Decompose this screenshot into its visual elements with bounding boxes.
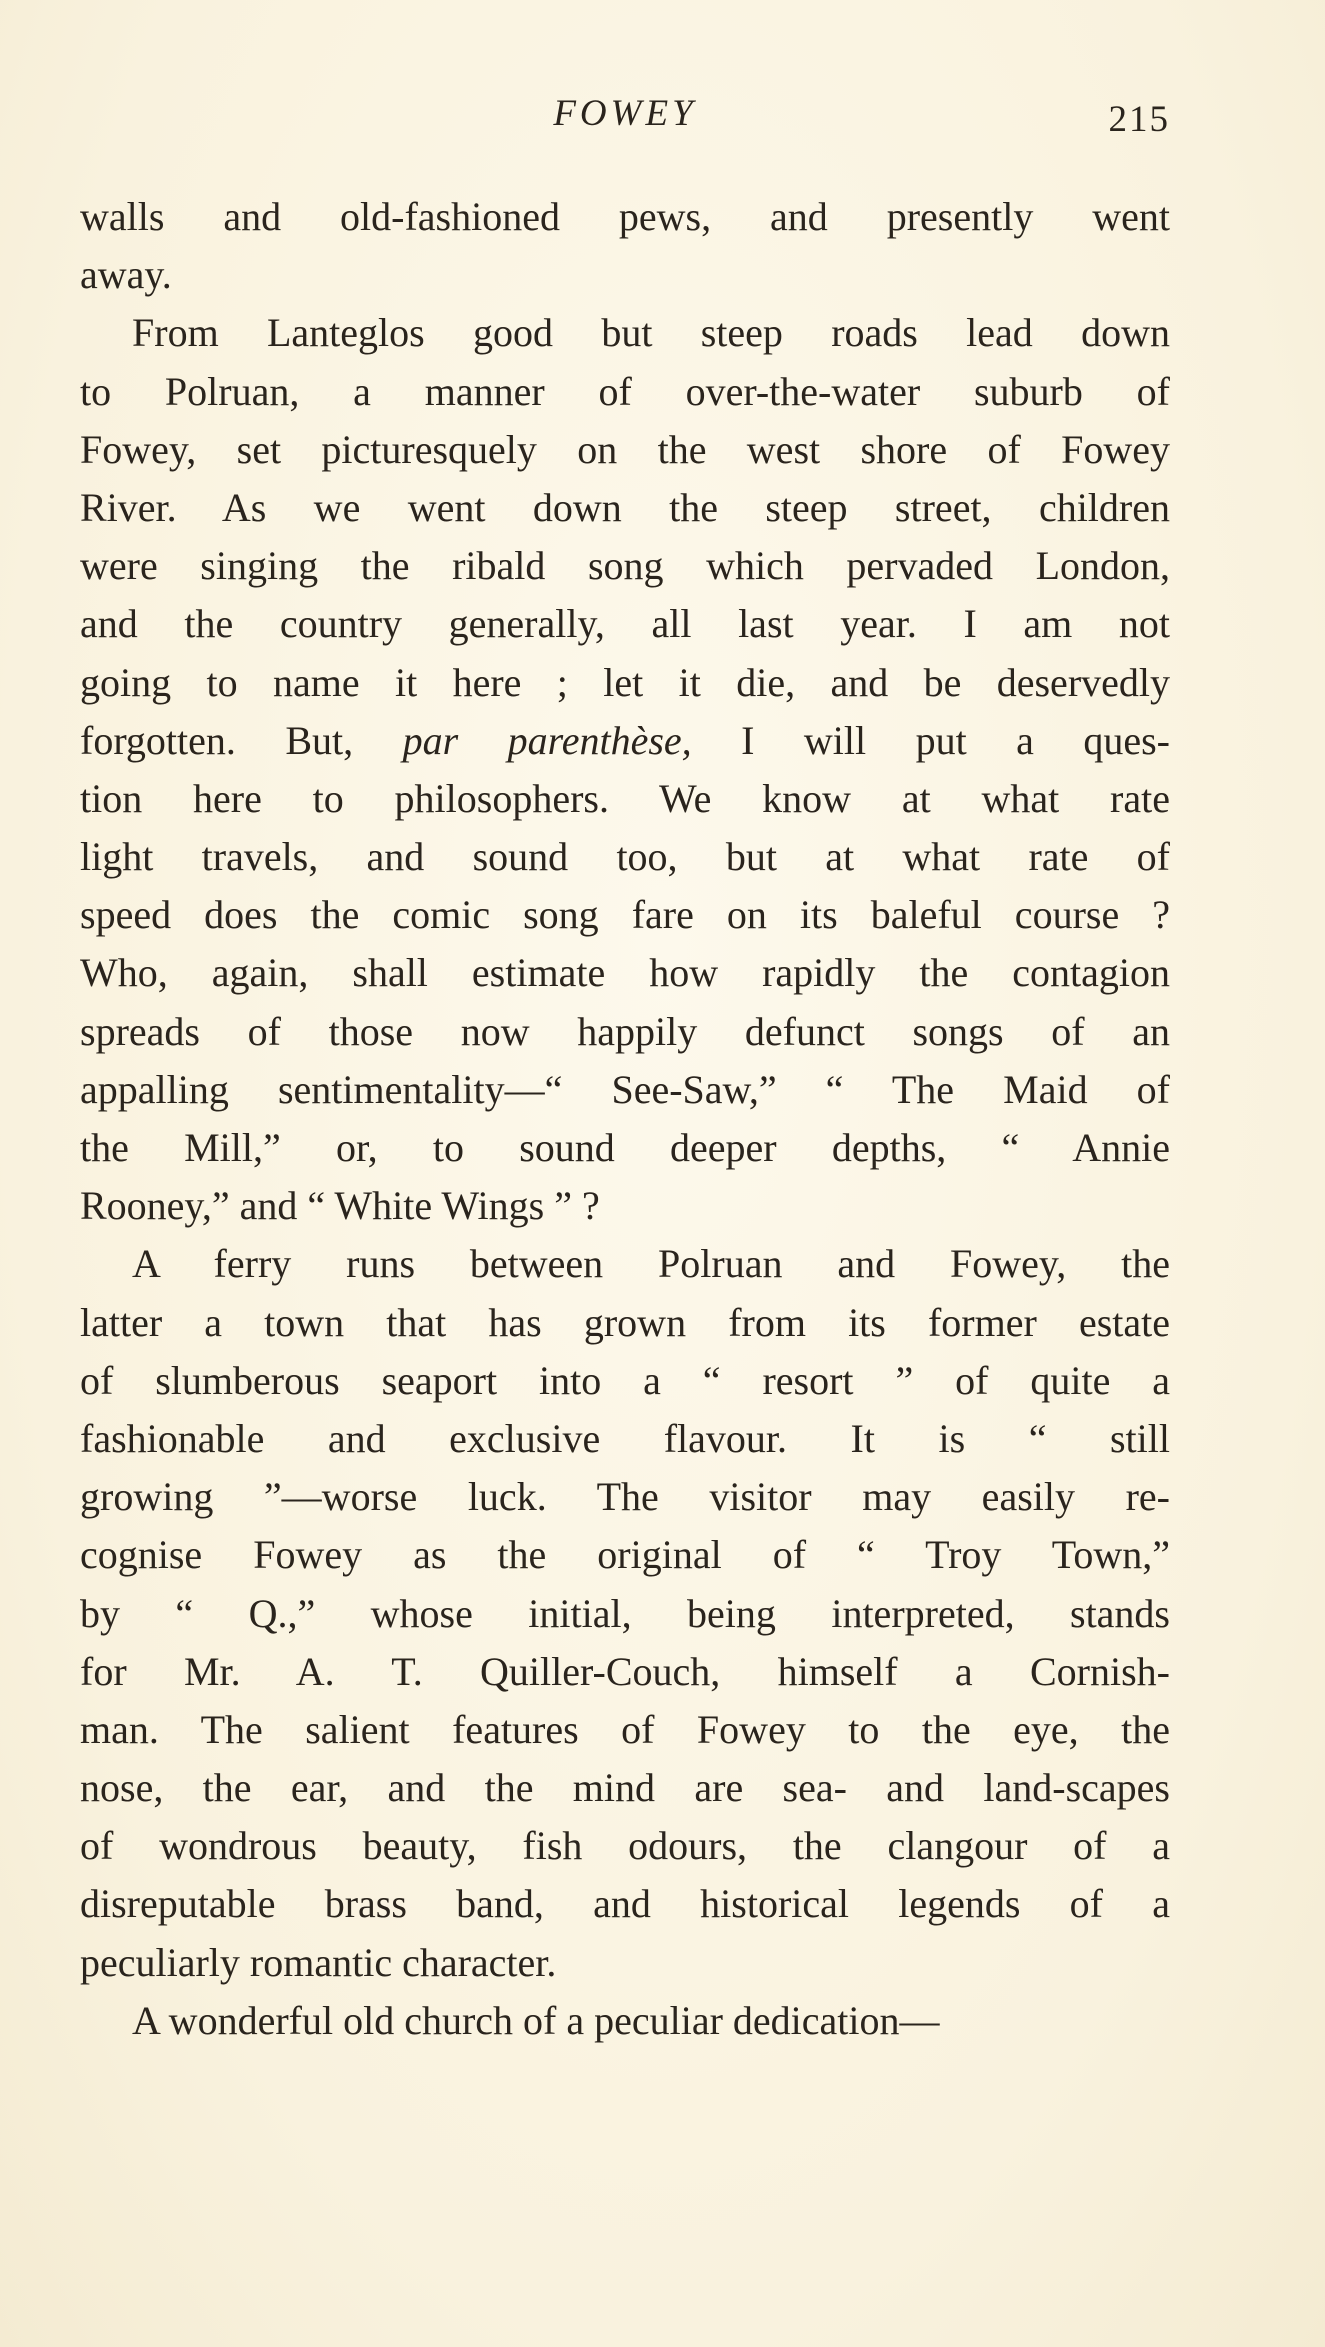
- text-line: peculiarly romantic character.: [80, 1939, 557, 1985]
- text-line: of wondrous beauty, fish odours, the clangour of a: [80, 1823, 1170, 1869]
- text-line: for Mr. A. T. Quiller-Couch, himself a Cornish-: [80, 1648, 1170, 1694]
- text-line: were singing the ribald song which pervaded London,: [80, 543, 1170, 589]
- text-line: A wonderful old church of a peculiar dedication—: [132, 1997, 940, 2043]
- text-line: walls and old-fashioned pews, and presently went: [80, 194, 1170, 239]
- text-line: fashionable and exclusive flavour. It is “ still: [80, 1415, 1170, 1461]
- text-line: growing ”—worse luck. The visitor may easily re-: [80, 1474, 1170, 1520]
- text-line: by “ Q.,” whose initial, being interpreted, stands: [80, 1590, 1170, 1636]
- text-line: going to name it here ; let it die, and be deservedly: [80, 659, 1170, 705]
- text-line: cognise Fowey as the original of “ Troy Town,”: [80, 1532, 1170, 1578]
- text-line: and the country generally, all last year. I am not: [80, 601, 1170, 647]
- text-segment: I will put a ques-: [691, 717, 1170, 763]
- text-line: From Lanteglos good but steep roads lead down: [132, 310, 1170, 356]
- text-line: nose, the ear, and the mind are sea- and land-scapes: [80, 1765, 1170, 1811]
- text-line: man. The salient features of Fowey to the eye, the: [80, 1706, 1170, 1752]
- text-line: spreads of those now happily defunct songs of an: [80, 1008, 1170, 1054]
- text-line: light travels, and sound too, but at what rate of: [80, 834, 1170, 880]
- text-line: [80, 712, 1170, 770]
- text-segment: forgotten. But,: [80, 717, 403, 763]
- page-number: 215: [1108, 99, 1170, 140]
- text-line: latter a town that has grown from its former estate: [80, 1299, 1170, 1345]
- text-line: appalling sentimentality—“ See-Saw,” “ The Maid of: [80, 1066, 1170, 1112]
- text-line: River. As we went down the steep street, children: [80, 484, 1170, 530]
- text-line: Rooney,” and “ White Wings ” ?: [80, 1183, 600, 1229]
- italic-phrase: par parenthèse,: [402, 717, 692, 763]
- text-line: away.: [80, 252, 172, 298]
- text-line: disreputable brass band, and historical legends of a: [80, 1881, 1170, 1927]
- running-head: [80, 92, 1170, 152]
- text-line: the Mill,” or, to sound deeper depths, “ Annie: [80, 1125, 1170, 1170]
- text-line: speed does the comic song fare on its baleful course ?: [80, 892, 1170, 938]
- text-line: tion here to philosophers. We know at what rate: [80, 775, 1170, 821]
- body-text: [80, 188, 1170, 2050]
- running-title: FOWEY: [553, 93, 697, 134]
- text-line: Who, again, shall estimate how rapidly the contagion: [80, 950, 1170, 996]
- text-line: of slumberous seaport into a “ resort ” of quite a: [80, 1357, 1170, 1403]
- text-line: Fowey, set picturesquely on the west shore of Fowey: [80, 426, 1170, 472]
- text-line: A ferry runs between Polruan and Fowey, the: [132, 1241, 1170, 1287]
- text-line: to Polruan, a manner of over-the-water suburb of: [80, 368, 1170, 414]
